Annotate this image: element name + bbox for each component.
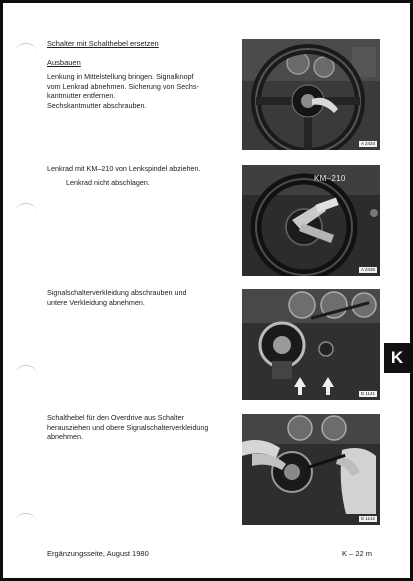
step-4-text [47, 413, 222, 442]
photo-number: A 2434 [360, 141, 375, 146]
step-line: herausziehen und obere Signalschalterverkleidung [47, 422, 209, 432]
section-tab: K [384, 343, 410, 373]
binder-hole-3 [15, 365, 37, 384]
page-title: Schalter mit Schalthebel ersetzen [47, 39, 159, 48]
step-line: Lenkung in Mittelstellung bringen. Signalknopf [47, 72, 194, 81]
step-line: Schalthebel für den Overdrive aus Schalter [47, 413, 185, 422]
binder-hole-4 [15, 513, 37, 532]
step-line: Signalschalterverkleidung abschrauben und [47, 288, 187, 297]
steering-wheel-photo-illustration [242, 39, 380, 150]
photo-overdrive-lever [242, 414, 380, 525]
puller-photo-illustration [242, 165, 380, 276]
step-2-text [47, 164, 222, 187]
step-line: vom Lenkrad abnehmen. Sicherung von Sechs- [47, 81, 199, 91]
page-number: K – 22 m [342, 549, 373, 558]
step-3-text [47, 288, 207, 307]
manual-page [3, 3, 410, 578]
overdrive-lever-photo-illustration [242, 414, 380, 525]
switch-cover-photo-illustration [242, 289, 380, 400]
photo-switch-cover [242, 289, 380, 400]
step-line: untere Verkleidung abnehmen. [47, 297, 145, 307]
step-line: abnehmen. [47, 432, 83, 442]
tool-label: KM–210 [314, 174, 346, 183]
binder-hole-2 [15, 203, 37, 222]
photo-steering-puller [242, 165, 380, 276]
photo-number: A 2436 [360, 267, 375, 272]
step-line: kantmutter entfernen. [47, 91, 116, 101]
step-line: Sechskantmutter abschrauben. [47, 100, 147, 110]
photo-number: D 1141 [360, 391, 375, 396]
step-line: Lenkrad mit KM–210 von Lenkspindel abziehen. [47, 164, 201, 173]
step-note: Lenkrad nicht abschlagen. [66, 177, 150, 187]
photo-steering-wheel [242, 39, 380, 150]
section-subtitle: Ausbauen [47, 58, 81, 67]
footer-edition: Ergänzungsseite, August 1980 [47, 549, 149, 558]
binder-hole-1 [15, 43, 37, 62]
step-1-text [47, 72, 207, 110]
photo-number: D 1142 [360, 516, 375, 521]
